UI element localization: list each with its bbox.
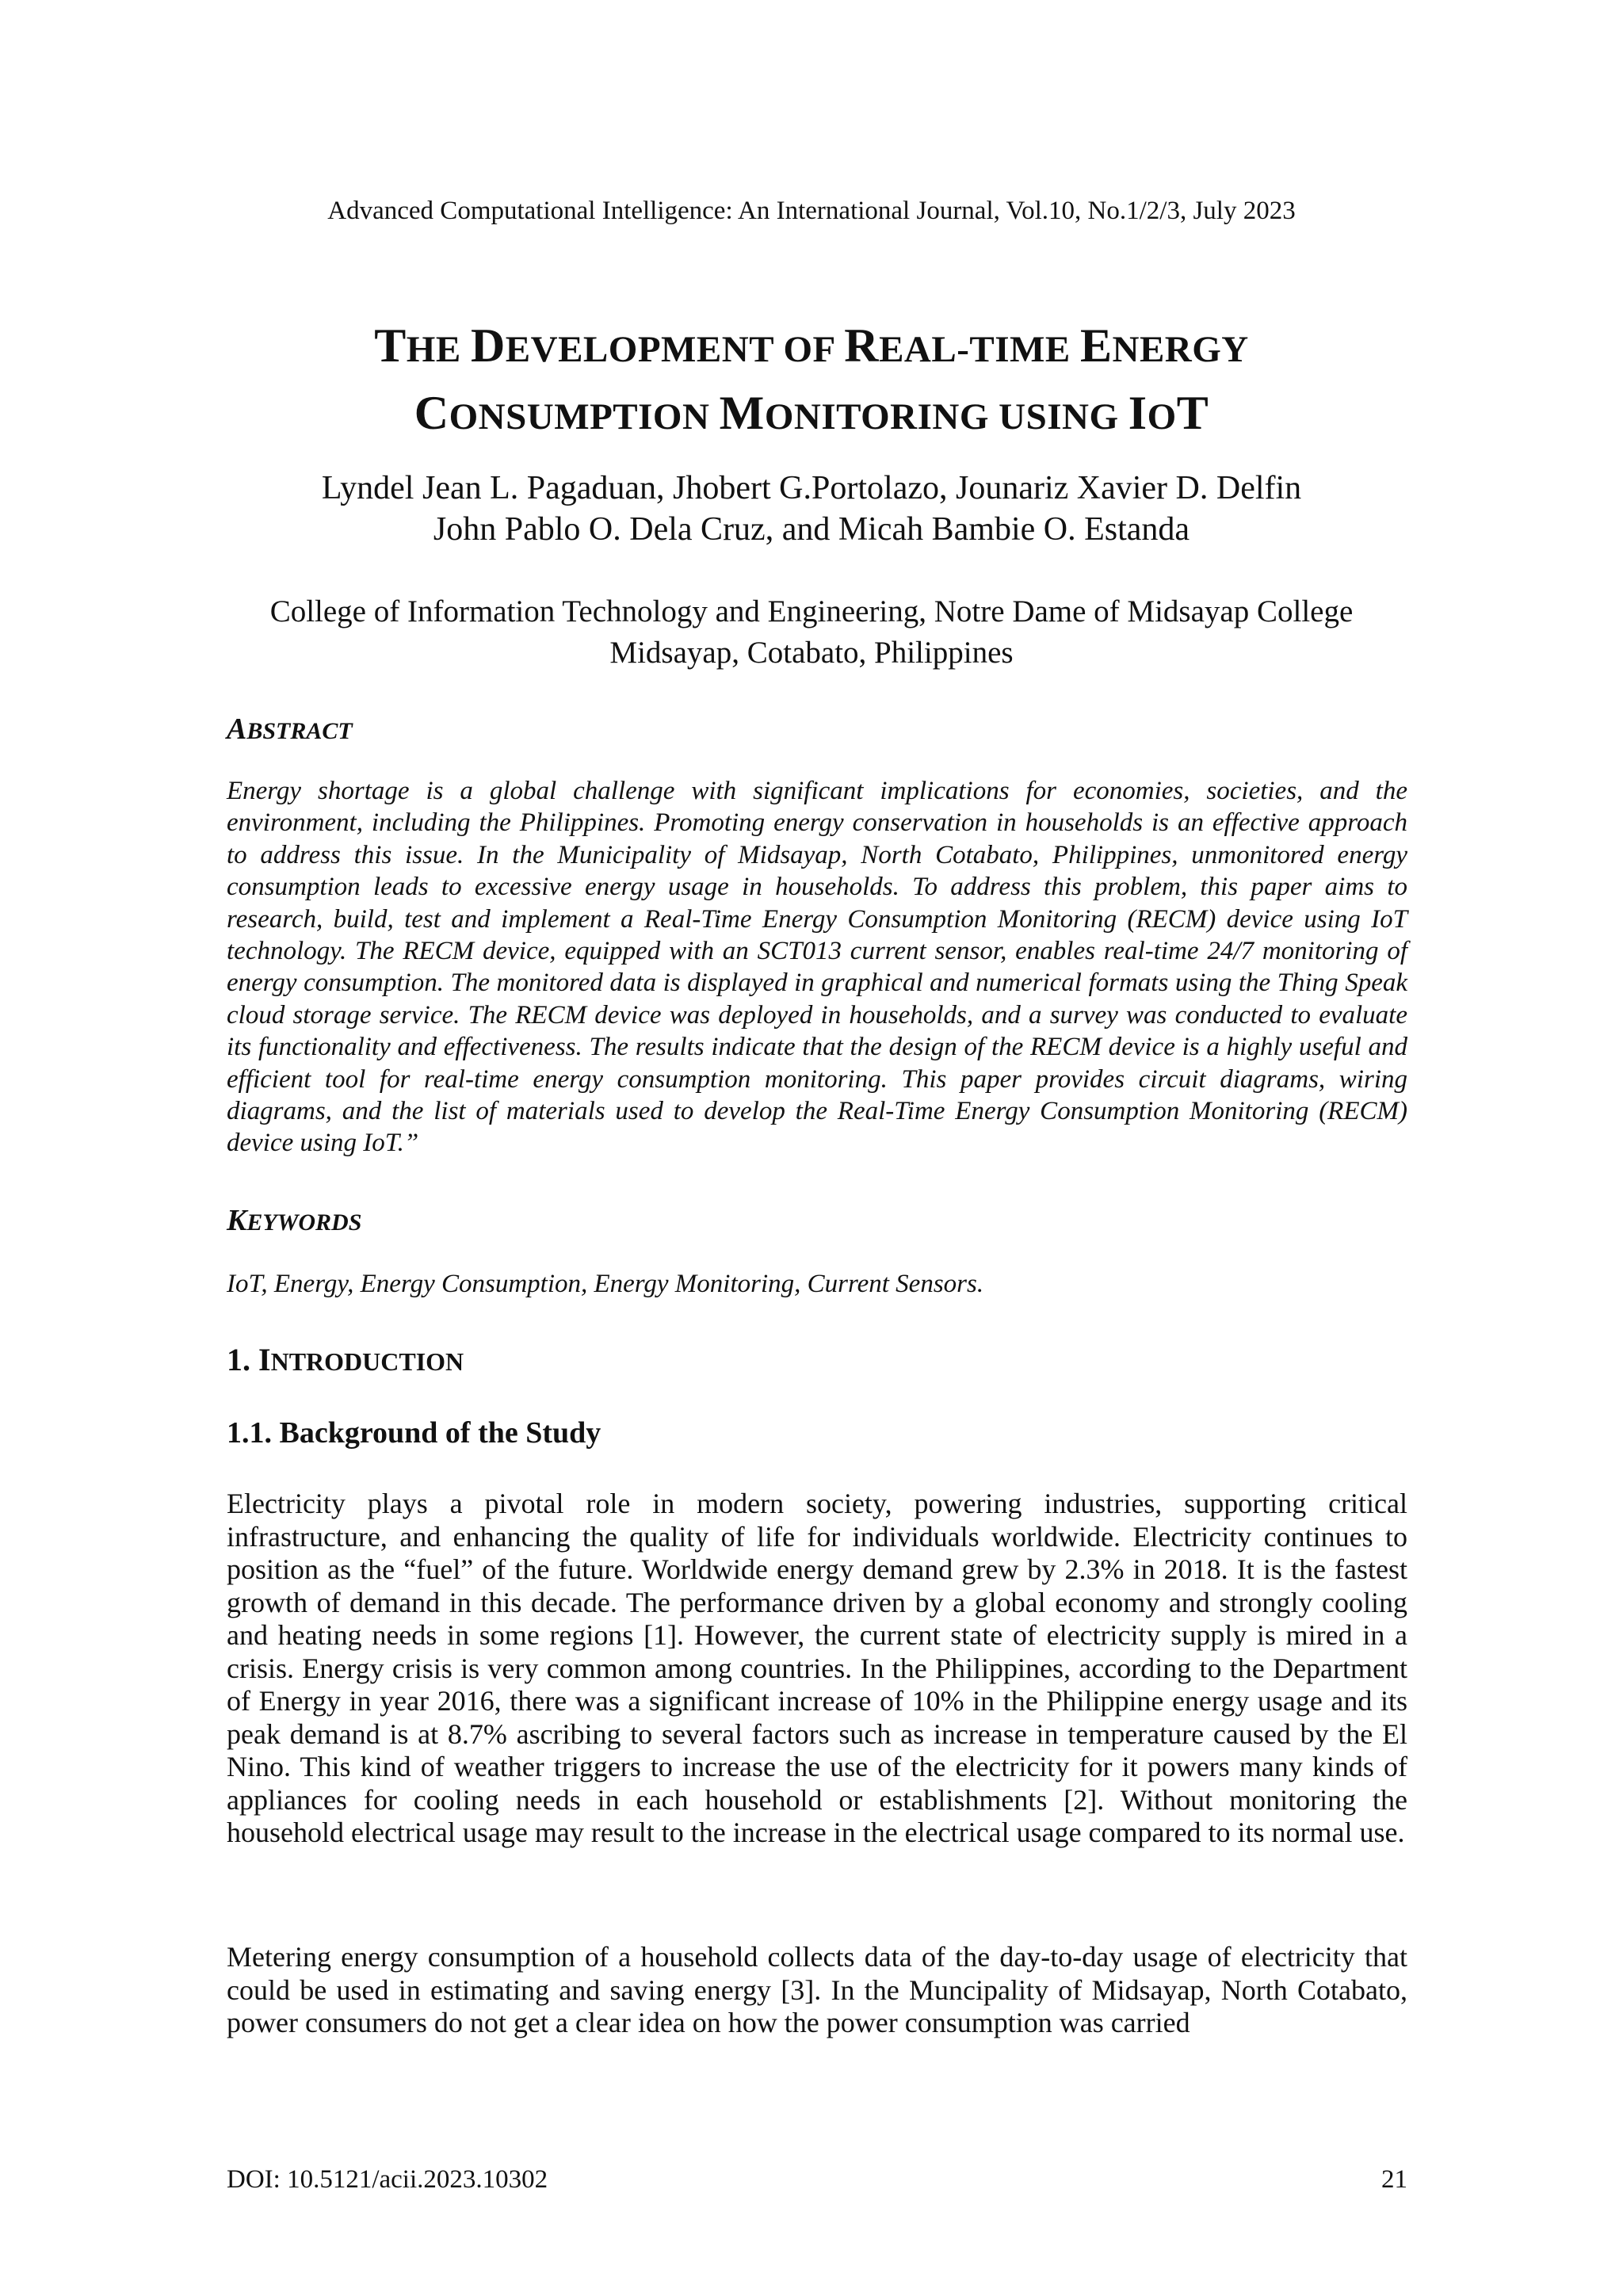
abstract-heading: ABSTRACT [227,712,353,746]
title-line-2: CONSUMPTION MONITORING USING IOT [414,387,1209,439]
affiliation [119,591,1504,674]
author-line-1: Lyndel Jean L. Pagaduan, Jhobert G.Portolazo, Jounariz Xavier D. Delfin [321,470,1302,506]
footer-doi: DOI: 10.5121/acii.2023.10302 [227,2165,548,2194]
author-list [119,468,1504,550]
affiliation-line-2: Midsayap, Cotabato, Philippines [609,636,1014,670]
paper-title [158,314,1465,449]
title-line-1: THE DEVELOPMENT OF REAL-TIME ENERGY [374,319,1249,372]
body-paragraph-2: Metering energy consumption of a household collects data of the day-to-day usage of electricity that could be used in estimating and saving energy [3]. In the Muncipality of Midsayap, North Cotabato, power consumers do not get a clear idea on how the power consumption was carried [227,1941,1407,2038]
body-paragraph-1: Electricity plays a pivotal role in modern society, powering industries, supporting critical infrastructure, and enhancing the quality of life for individuals worldwide. Electricity continues to position as the “fuel” of the future. Worldwide energy demand grew by 2.3% in 2018. It is the fastest growth of demand in this decade. The performance driven by a global economy and strongly cooling and heating needs in some regions [1]. However, the current state of electricity supply is mired in a crisis. Energy crisis is very common among countries. In the Philippines, according to the Department of Energy in year 2016, there was a significant increase of 10% in the Philippine energy usage and its peak demand is at 8.7% ascribing to several factors such as increase in temperature caused by the El Nino. This kind of weather triggers to increase the use of the electricity for it powers many kinds of appliances for cooling needs in each household or establishments [2]. Without monitoring the household electrical usage may result to the increase in the electrical usage compared to its normal use. [227,1488,1407,1848]
keywords-heading: KEYWORDS [227,1204,362,1237]
author-line-2: John Pablo O. Dela Cruz, and Micah Bambie O. Estanda [433,511,1190,548]
page-number: 21 [1381,2165,1407,2194]
affiliation-line-1: College of Information Technology and Engineering, Notre Dame of Midsayap College [269,594,1354,628]
abstract-text: Energy shortage is a global challenge with significant implications for economies, societies, and the environment, including the Philippines. Promoting energy conservation in households is an effective approach to address this issue. In the Municipality of Midsayap, North Cotabato, Philippines, unmonitored energy consumption leads to excessive energy usage in households. To address this problem, this paper aims to research, build, test and implement a Real-Time Energy Consumption Monitoring (RECM) device using IoT technology. The RECM device, equipped with an SCT013 current sensor, enables real-time 24/7 monitoring of energy consumption. The monitored data is displayed in graphical and numerical formats using the Thing Speak cloud storage service. The RECM device was deployed in households, and a survey was conducted to evaluate its functionality and effectiveness. The results indicate that the design of the RECM device is a highly useful and efficient tool for real-time energy consumption monitoring. This paper provides circuit diagrams, wiring diagrams, and the list of materials used to develop the Real-Time Energy Consumption Monitoring (RECM) device using IoT.” [227,777,1407,1158]
introduction-heading: 1. INTRODUCTION [227,1342,464,1377]
journal-header: Advanced Computational Intelligence: An International Journal, Vol.10, No.1/2/3, July 2023 [327,197,1296,225]
subsection-heading: 1.1. Background of the Study [227,1416,601,1450]
keywords-text: IoT, Energy, Energy Consumption, Energy Monitoring, Current Sensors. [227,1270,984,1298]
